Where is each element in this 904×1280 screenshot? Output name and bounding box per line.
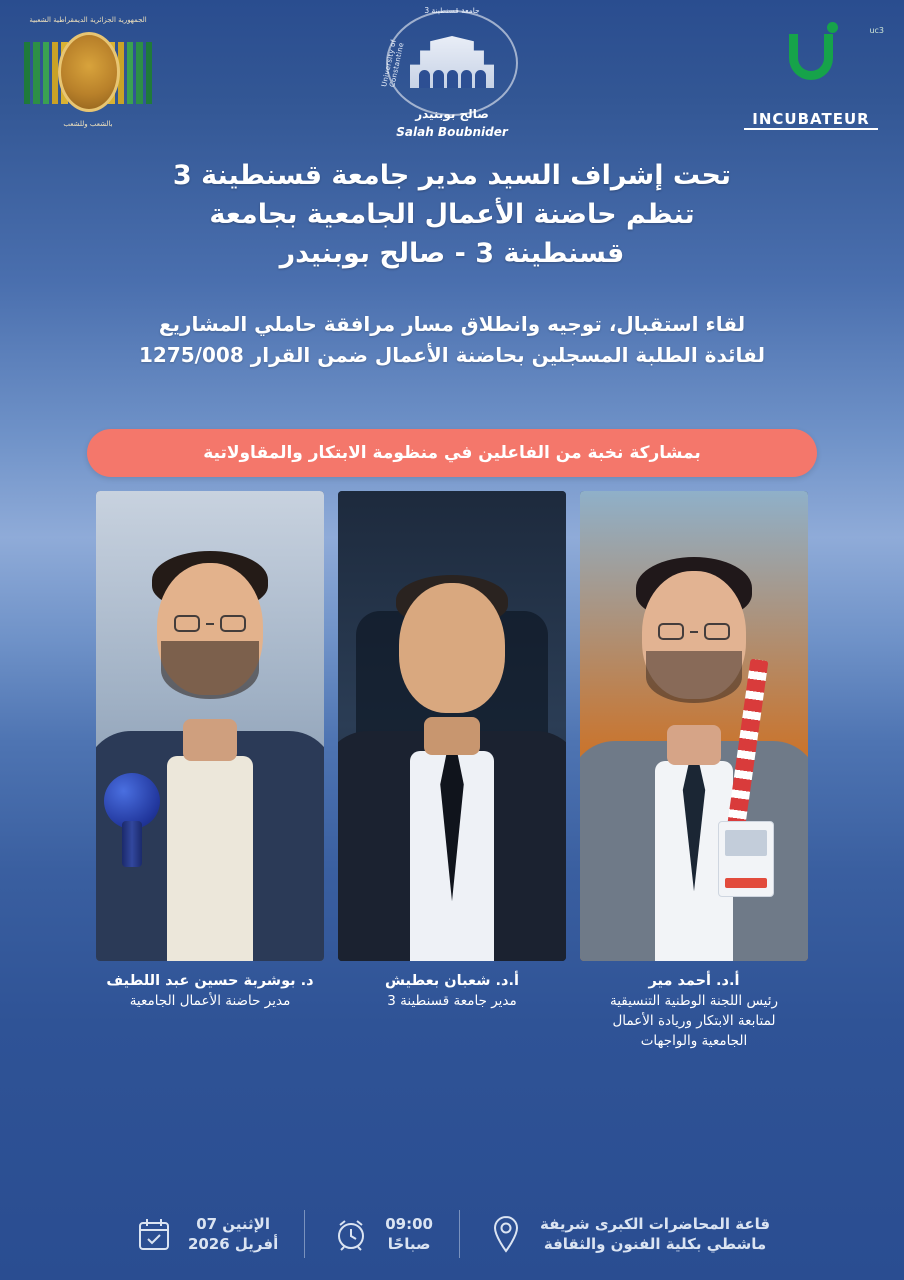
- speaker-name: أ.د. أحمد مير: [648, 973, 740, 990]
- incubateur-tag-text: uc3: [869, 26, 884, 35]
- speaker-photo-chaabane-baatiche: [338, 491, 566, 961]
- participation-banner: بمشاركة نخبة من الفاعلين في منظومة الابتكار والمقاولاتية: [87, 429, 817, 477]
- speaker-caption: [580, 971, 808, 1051]
- alarm-clock-icon: [331, 1214, 371, 1254]
- footer-place-line-1: قاعة المحاضرات الكبرى شريفة: [539, 1214, 771, 1233]
- emblem-top-text: الجمهورية الجزائرية الديمقراطية الشعبية: [29, 16, 147, 24]
- speaker-card: [96, 491, 324, 1051]
- footer-date-line-1: الإثنين 07: [196, 1214, 270, 1233]
- poster-footer: [0, 1210, 904, 1258]
- incubateur-logo: [736, 20, 886, 130]
- footer-place-line-2: ماشطي بكلية الفنون والثقافة: [543, 1235, 767, 1253]
- footer-place-text: [540, 1214, 770, 1255]
- calendar-check-icon: [134, 1214, 174, 1254]
- location-pin-icon: [486, 1214, 526, 1254]
- incubateur-label: INCUBATEUR: [752, 110, 870, 128]
- subtitle-line-2: لفائدة الطلبة المسجلين بحاضنة الأعمال ضمن القرار 1275/008: [139, 343, 765, 368]
- speaker-role-line: مدير جامعة قسنطينة 3: [387, 993, 517, 1010]
- subtitle-line-1: لقاء استقبال، توجيه وانطلاق مسار مرافقة حاملي المشاريع: [158, 312, 746, 337]
- speaker-photo-boucherba-hocine: [96, 491, 324, 961]
- speaker-photo-ahmed-mir: [580, 491, 808, 961]
- speaker-role-line: رئيس اللجنة الوطنية التنسيقية: [609, 993, 779, 1010]
- algeria-national-emblem-logo: [18, 16, 158, 128]
- title-line-3: قسنطينة 3 - صالح بوبنيدر: [279, 238, 625, 270]
- footer-date-text: [188, 1214, 278, 1255]
- speaker-role-line: مدير حاضنة الأعمال الجامعية: [129, 993, 291, 1010]
- university-arc-top-text: جامعة قسنطينة 3: [424, 6, 480, 15]
- poster-subtitle: [0, 273, 904, 371]
- speaker-role-line: لمتابعة الابتكار وريادة الأعمال: [612, 1013, 776, 1029]
- poster-title: [0, 150, 904, 273]
- incubateur-underline: [744, 128, 878, 130]
- title-line-1: تحت إشراف السيد مدير جامعة قسنطينة 3: [172, 160, 732, 191]
- footer-time-text: [385, 1214, 433, 1255]
- footer-date-line-2: أفريل 2026: [187, 1235, 279, 1253]
- footer-divider: [459, 1210, 460, 1258]
- emblem-bottom-text: بالشعب وللشعب: [63, 120, 113, 128]
- footer-time: [305, 1214, 459, 1255]
- speaker-card: [580, 491, 808, 1051]
- speaker-card: [338, 491, 566, 1051]
- university-name-arabic: صالح بوبنيدر: [415, 107, 489, 121]
- footer-time-line-2: صباحًا: [387, 1235, 431, 1253]
- footer-time-line-1: 09:00: [385, 1214, 433, 1233]
- conference-badge: [718, 821, 774, 897]
- speaker-role-line: الجامعية والواجهات: [640, 1032, 748, 1049]
- university-arches-icon: [410, 70, 494, 90]
- microphone-icon: [104, 773, 160, 865]
- emblem-center-medallion: [58, 32, 120, 112]
- speaker-name: د. بوشربة حسين عبد اللطيف: [106, 973, 314, 990]
- footer-date: [108, 1214, 304, 1255]
- footer-place: [460, 1214, 796, 1255]
- poster-header: [0, 0, 904, 150]
- incubateur-mark-icon: [774, 20, 848, 94]
- speaker-caption: [338, 971, 566, 1012]
- footer-divider: [304, 1210, 305, 1258]
- university-name-latin: Salah Boubnider: [396, 125, 508, 139]
- university-constantine-3-logo: [352, 8, 552, 143]
- title-line-2: تنظم حاضنة الأعمال الجامعية بجامعة: [209, 199, 695, 231]
- speaker-name: أ.د. شعبان بعطيش: [385, 973, 519, 990]
- speaker-caption: [96, 971, 324, 1012]
- speakers-row: [0, 491, 904, 1051]
- participation-banner-wrap: [0, 429, 904, 477]
- university-arc-left-text: University of Constantine: [380, 38, 406, 88]
